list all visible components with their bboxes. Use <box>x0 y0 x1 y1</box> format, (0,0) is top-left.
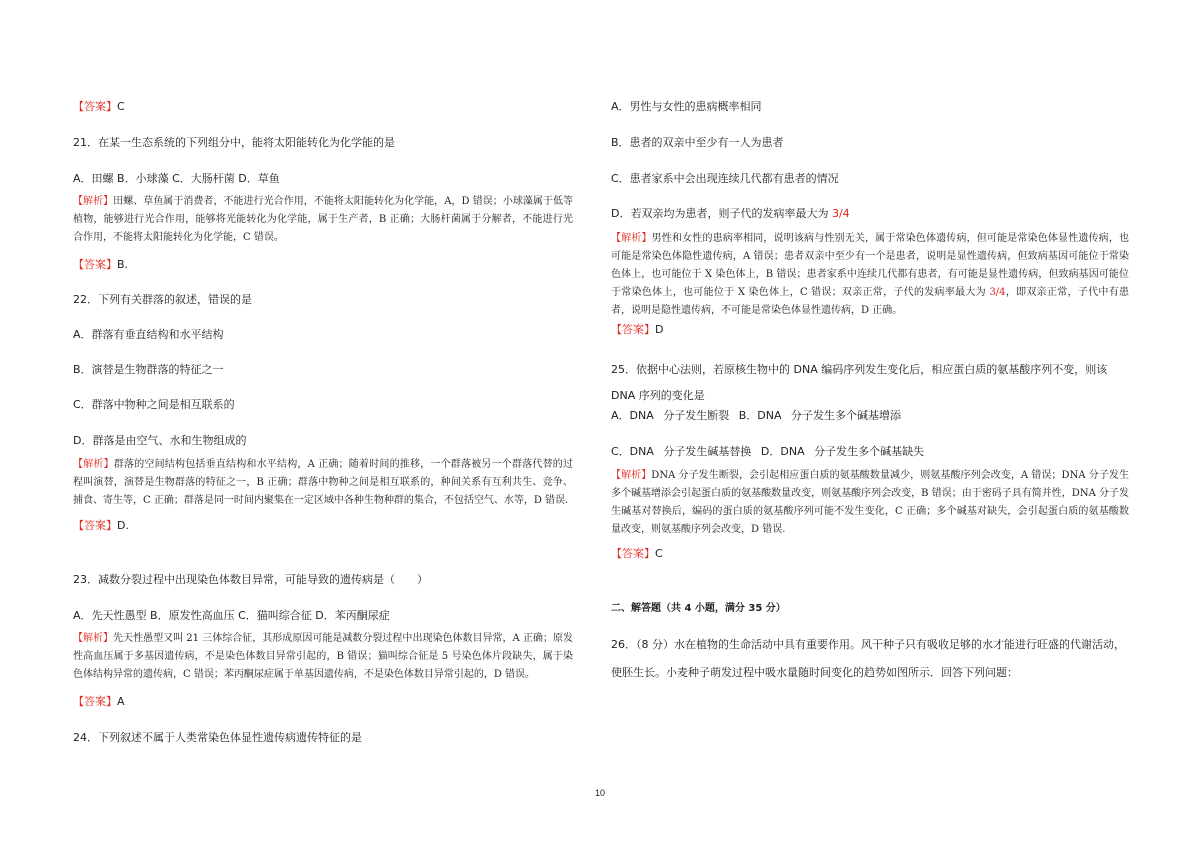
q22-answer: 【答案】D. <box>73 519 129 532</box>
q23-answer: 【答案】A <box>73 695 125 708</box>
q23-options: A．先天性愚型 B．原发性高血压 C．猫叫综合征 D．苯丙酮尿症 <box>73 609 390 622</box>
section-2-title: 二、解答题（共 4 小题，满分 35 分） <box>611 603 786 614</box>
q21-analysis: 【解析】田螺、草鱼属于消费者，不能进行光合作用，不能将太阳能转化为化学能，A，D 错误；小球藻属于低等植物，能够进行光合作用，能够将光能转化为化学能，属于生产者，B 正确；大肠杆菌属于分解者，不能进行光合作用，不能将太阳能转化为化学能，C 错误。 <box>73 196 574 243</box>
q25-analysis: 【解析】DNA 分子发生断裂，会引起相应蛋白质的氨基酸数量减少，则氨基酸序列会改变，A 错误；DNA 分子发生多个碱基增添会引起蛋白质的氨基酸数量改变，则氨基酸序列会改变，B 错误；由于密码子具有简并性，DNA 分子发生碱基对替换后，编码的蛋白质的氨基酸序列可能不发生变化，C 正确；多个碱基对缺失，会引起蛋白质的氨基酸数量改变，则氨基酸序列会改变，D 错误. <box>611 470 1129 535</box>
page-number: 10 <box>594 788 605 798</box>
q24-answer: 【答案】D <box>611 323 664 336</box>
q25-answer: 【答案】C <box>611 547 663 560</box>
q24-analysis: 【解析】男性和女性的患病率相同，说明该病与性别无关，属于常染色体遗传病，但可能是常染色体显性遗传病，也可能是常染色体隐性遗传病，A 错误；患者双亲中至少有一个是患者，说明是显性遗传病，但致病基因可能位于常染色体上，也可能位于 X 染色体上，B 错误；患者家系中连续几代都有患者，有可能是显性遗传病，但致病基因可能位于常染色体上，也可能位于 X 染色体上，C 错误；双亲正常，子代的发病率最大为 3/4，即双亲正常，子代中有患者，说明是隐性遗传病，不可能是常染色体显性遗传病，D 正确。 <box>611 233 1129 316</box>
q24-option-a: A．男性与女性的患病概率相同 <box>611 100 762 113</box>
q22-option-c: C．群落中物种之间是相互联系的 <box>73 398 235 411</box>
q21-stem: 21．在某一生态系统的下列组分中，能将太阳能转化为化学能的是 <box>73 136 395 149</box>
q22-analysis: 【解析】群落的空间结构包括垂直结构和水平结构，A 正确；随着时间的推移，一个群落被另一个群落代替的过程叫演替，演替是生物群落的特征之一，B 正确；群落中物种之间是相互联系的，种间关系有互利共生、竞争、捕食、寄生等，C 正确；群落是同一时间内聚集在一定区域中各种生物种群的集合，不包括空气、水等，D 错误. <box>73 459 574 506</box>
q23-analysis: 【解析】先天性愚型又叫 21 三体综合征，其形成原因可能是减数分裂过程中出现染色体数目异常，A 正确；原发性高血压属于多基因遗传病，不是染色体数目异常引起的，B 错误；猫叫综合征是 5 号染色体片段缺失，属于染色体结构异常的遗传病，C 错误；苯丙酮尿症属于单基因遗传病，不是染色体数目异常引起的，D 错误。 <box>73 633 574 680</box>
q24-option-c: C．患者家系中会出现连续几代都有患者的情况 <box>611 172 839 185</box>
q21-options: A．田螺 B．小球藻 C．大肠杆菌 D．草鱼 <box>73 172 280 185</box>
q22-stem: 22．下列有关群落的叙述，错误的是 <box>73 293 252 306</box>
q22-option-b: B．演替是生物群落的特征之一 <box>73 363 224 376</box>
q22-option-a: A．群落有垂直结构和水平结构 <box>73 328 224 341</box>
q23-stem: 23．减数分裂过程中出现染色体数目异常，可能导致的遗传病是（ ） <box>73 573 428 586</box>
q25-options-ab: A．DNA 分子发生断裂 B．DNA 分子发生多个碱基增添 <box>611 409 902 422</box>
q25-stem: 25．依据中心法则，若原核生物中的 DNA 编码序列发生变化后，相应蛋白质的氨基酸序列不变，则该 DNA 序列的变化是 <box>611 363 1108 402</box>
q24-option-b: B．患者的双亲中至少有一人为患者 <box>611 136 784 149</box>
q24-option-d: D．若双亲均为患者，则子代的发病率最大为 3/4 <box>611 207 850 220</box>
answer-20: 【答案】C <box>73 100 125 113</box>
q22-option-d: D．群落是由空气、水和生物组成的 <box>73 434 247 447</box>
q25-options-cd: C．DNA 分子发生碱基替换 D．DNA 分子发生多个碱基缺失 <box>611 445 925 458</box>
q26-stem: 26．（8 分）水在植物的生命活动中具有重要作用。风干种子只有吸收足够的水才能进行旺盛的代谢活动，使胚生长。小麦种子萌发过程中吸水量随时间变化的趋势如图所示．回答下列问题： <box>611 638 1125 679</box>
q24-stem: 24．下列叙述不属于人类常染色体显性遗传病遗传特征的是 <box>73 731 362 744</box>
q21-answer: 【答案】B. <box>73 258 129 271</box>
